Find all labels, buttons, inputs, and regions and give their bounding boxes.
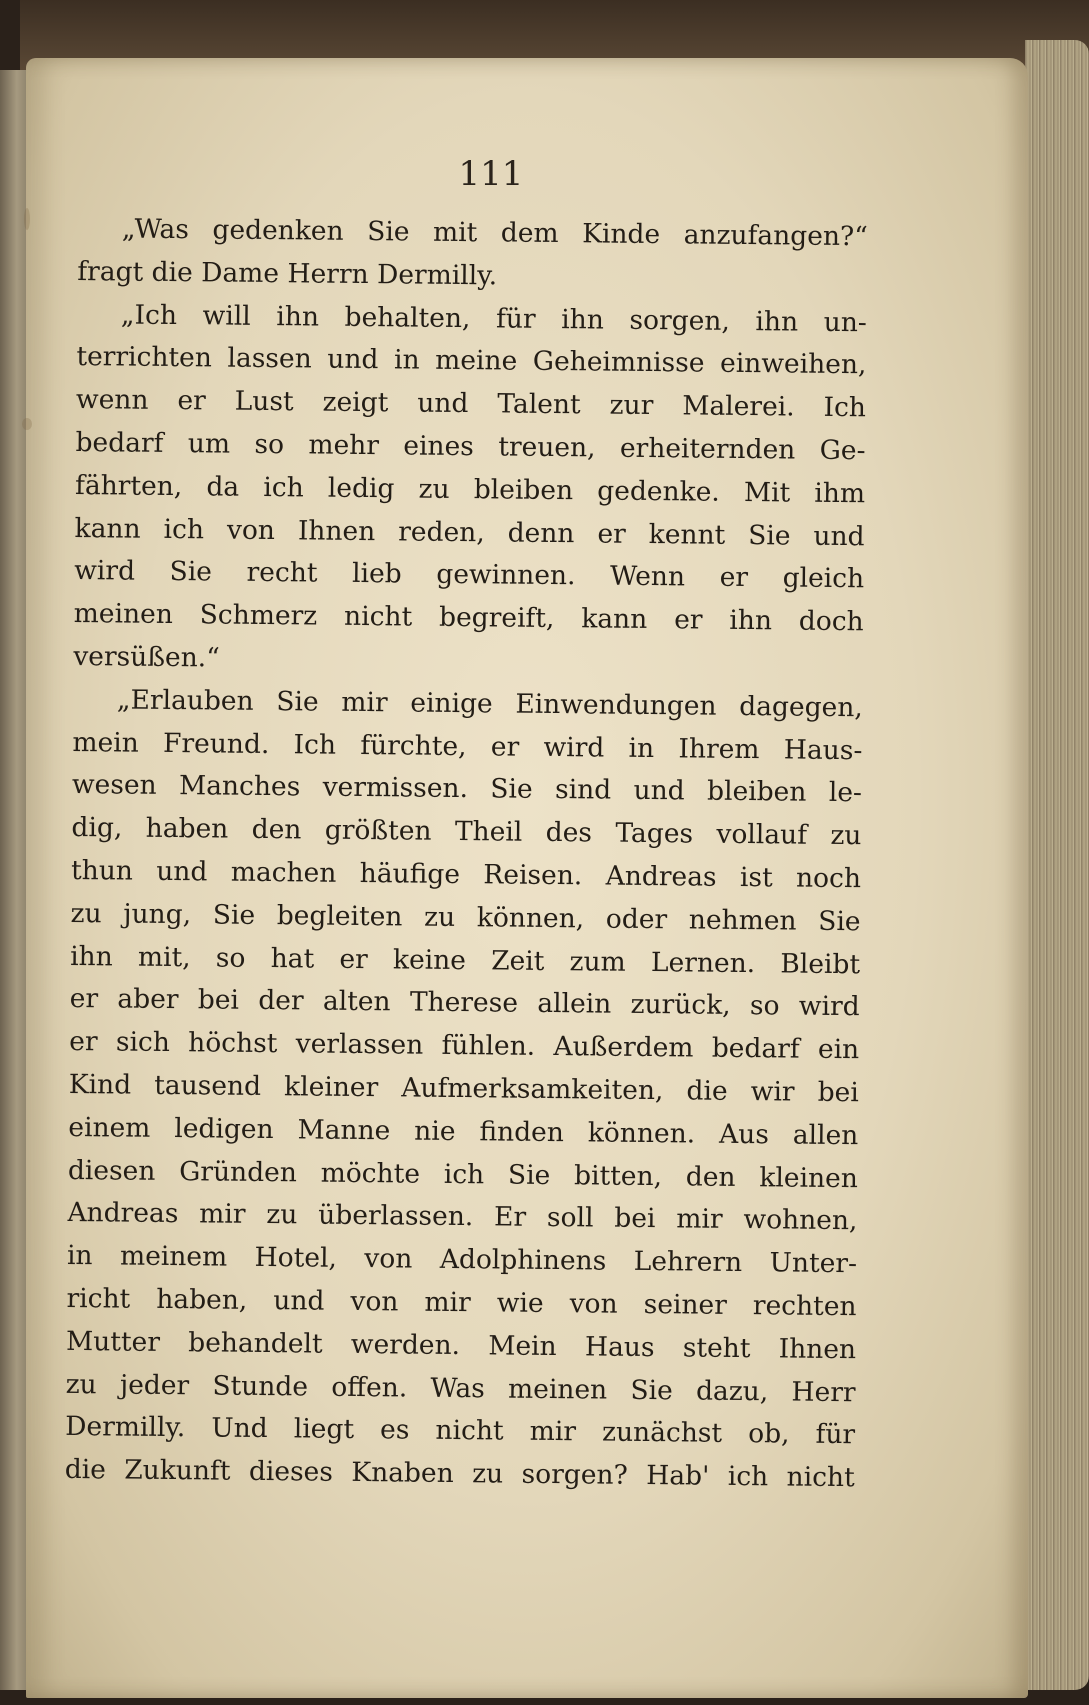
text-line: richt haben, und von mir wie von seiner rechten — [66, 1282, 857, 1323]
text-line: Kind tausend kleiner Aufmerksamkeiten, die wir bei — [68, 1068, 859, 1109]
text-line: mein Freund. Ich fürchte, er wird in Ihrem Haus- — [72, 726, 863, 766]
text-line: Mutter behandelt werden. Mein Haus steht Ihnen — [65, 1325, 857, 1365]
text-line: thun und machen häufige Reisen. Andreas ist noch — [70, 854, 862, 895]
text-line: meinen Schmerz nicht begreift, kann er ihn doch — [73, 598, 864, 638]
paper-stain — [22, 418, 32, 430]
text-line: terrichten lassen und in meine Geheimnisse einweihen, — [76, 341, 867, 381]
text-line: ihn mit, so hat er keine Zeit zum Lernen. Bleibt — [70, 940, 861, 980]
text-line: „Was gedenken Sie mit dem Kinde anzufangen?“ — [121, 213, 868, 253]
text-line: wird Sie recht lieb gewinnen. Wenn er gleich — [74, 555, 865, 595]
text-line: in meinem Hotel, von Adolphinens Lehrern Unter- — [66, 1240, 858, 1280]
text-line: Dermilly. Und liegt es nicht mir zunächst ob, für — [65, 1411, 856, 1451]
body-text — [65, 208, 868, 1500]
paper-stain — [24, 208, 30, 230]
text-line: dig, haben den größten Theil des Tages vollauf zu — [71, 812, 862, 852]
page-stack-edge — [1025, 40, 1089, 1690]
text-line: kann ich von Ihnen reden, denn er kennt Sie und — [74, 512, 865, 552]
text-line: „Erlauben Sie mir einige Einwendungen dagegen, — [116, 684, 863, 724]
text-line: fährten, da ich ledig zu bleiben gedenke. Mit ihm — [74, 469, 866, 510]
text-line: „Ich will ihn behalten, für ihn sorgen, ihn un- — [120, 299, 868, 338]
text-line: versüßen.“ — [73, 640, 220, 674]
text-line: bedarf um so mehr eines treuen, erheiternden Ge- — [75, 426, 866, 467]
text-line: zu jeder Stunde offen. Was meinen Sie dazu, Herr — [65, 1368, 856, 1408]
text-line: er aber bei der alten Therese allein zurück, so wird — [69, 983, 860, 1023]
page-number: 111 — [458, 154, 524, 194]
text-line: einem ledigen Manne nie finden können. Aus allen — [68, 1111, 859, 1151]
text-line: Andreas mir zu überlassen. Er soll bei mir wohnen, — [67, 1197, 858, 1237]
text-line: er sich höchst verlassen fühlen. Außerdem bedarf ein — [69, 1026, 860, 1066]
text-line: diesen Gründen möchte ich Sie bitten, den kleinen — [67, 1154, 859, 1194]
text-line: zu jung, Sie begleiten zu können, oder nehmen Sie — [70, 897, 861, 937]
text-line: wenn er Lust zeigt und Talent zur Malerei. Ich — [75, 384, 867, 424]
facing-page-edge — [0, 70, 28, 1690]
text-line: wesen Manches vermissen. Sie sind und bleiben le- — [71, 769, 863, 809]
book-page — [26, 58, 1028, 1698]
text-line: fragt die Dame Herrn Dermilly. — [77, 255, 498, 292]
text-line: die Zukunft dieses Knaben zu sorgen? Hab' ich nicht — [64, 1454, 855, 1494]
